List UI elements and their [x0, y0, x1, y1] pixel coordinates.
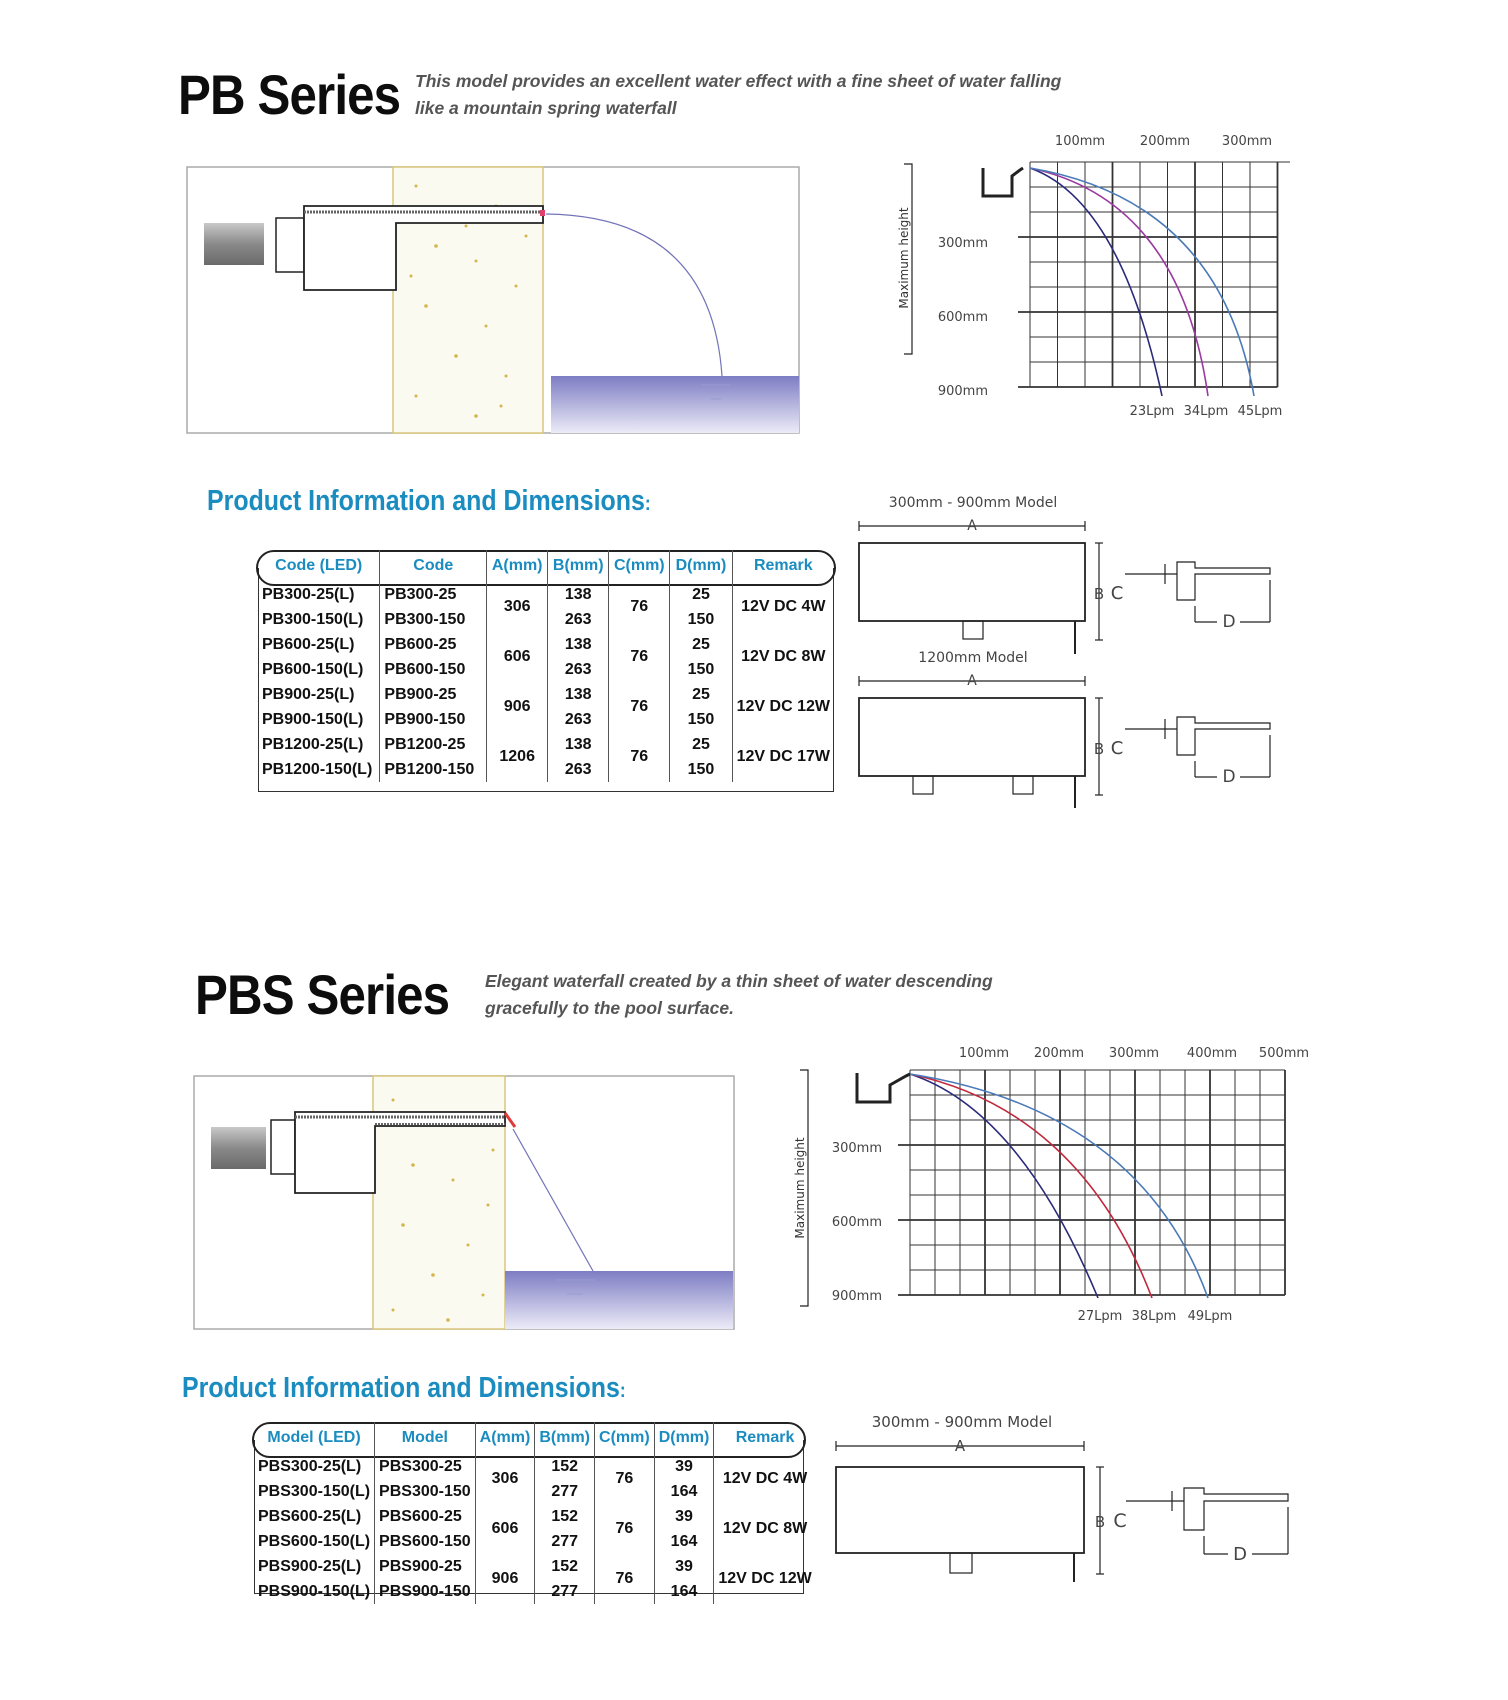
table-row	[254, 1454, 816, 1479]
pb-chart-ylabel: Maximum height	[897, 207, 911, 309]
pb-tagline-line-2: like a mountain spring waterfall	[415, 98, 677, 118]
pb-section-heading	[207, 485, 651, 518]
pbs-section-heading-text: Product Information and Dimensions	[182, 1372, 620, 1404]
pb-header-0: Code (LED)	[275, 557, 363, 574]
pbs-cell-a: 906	[475, 1554, 535, 1604]
pb-cell-b: 138	[548, 732, 609, 757]
pbs-cell-d: 164	[654, 1529, 714, 1554]
pb-dim-d-label-2: D	[1222, 767, 1236, 787]
pb-dim-a-label-1: A	[967, 518, 977, 534]
pbs-chart-ylabel: Maximum height	[793, 1137, 807, 1239]
pb-chart-ylabel-300: 300mm	[937, 236, 988, 251]
pbs-installation-diagram	[193, 1075, 735, 1330]
pbs-flow-label-38: 38Lpm	[1131, 1309, 1177, 1324]
pbs-cell-a: 606	[475, 1504, 535, 1554]
pbs-tagline-line-1: Elegant waterfall created by a thin sheet of water descending	[485, 971, 993, 991]
pbs-cell-b: 152	[535, 1454, 595, 1479]
pbs-dimension-drawing	[822, 1410, 1302, 1590]
pbs-cell-remark: 12V DC 4W	[714, 1454, 816, 1504]
pb-cell-a: 606	[487, 632, 548, 682]
table-row	[258, 682, 834, 707]
pb-section-heading-text: Product Information and Dimensions	[207, 485, 645, 517]
pb-header-3: B(mm)	[548, 550, 609, 582]
pbs-series-title: PBS Series	[195, 963, 450, 1026]
pb-flow-label-23: 23Lpm	[1129, 404, 1175, 419]
table-row	[254, 1554, 816, 1579]
pb-cell-led: PB300-150(L)	[262, 610, 364, 628]
pb-cell-code: PB300-150	[380, 607, 487, 632]
pbs-section-heading-colon: :	[619, 1380, 626, 1402]
pb-header-6: Remark	[732, 550, 834, 582]
pbs-cell-c: 76	[595, 1554, 655, 1604]
pb-cell-code: PB600-150	[380, 657, 487, 682]
pb-flow-label-45: 45Lpm	[1237, 404, 1283, 419]
pb-cell-d: 25	[670, 582, 732, 607]
pb-header-2: A(mm)	[487, 550, 548, 582]
pbs-header-0: Model (LED)	[267, 1429, 361, 1446]
pb-cell-code: PB600-25	[380, 632, 487, 657]
pb-installation-diagram	[186, 166, 806, 436]
table-row	[258, 582, 834, 607]
pbs-series-tagline	[485, 968, 993, 1022]
pbs-cell-led: PBS600-25(L)	[258, 1507, 362, 1525]
pbs-chart-xlabel-400: 400mm	[1186, 1046, 1238, 1061]
pb-series-tagline	[415, 68, 1061, 122]
pbs-header-2: A(mm)	[475, 1422, 535, 1454]
pb-cell-led: PB1200-150(L)	[262, 760, 373, 778]
pbs-cell-b: 152	[535, 1554, 595, 1579]
pb-cell-d: 150	[670, 707, 732, 732]
pb-cell-code: PB900-150	[380, 707, 487, 732]
pb-cell-a: 306	[487, 582, 548, 632]
pb-cell-b: 263	[548, 657, 609, 682]
pbs-cell-led: PBS300-150(L)	[258, 1482, 371, 1500]
pbs-cell-led: PBS600-150(L)	[258, 1532, 371, 1550]
pb-cell-b: 263	[548, 607, 609, 632]
pb-spec-table	[258, 550, 834, 782]
pb-cell-d: 150	[670, 607, 732, 632]
pbs-header-5: D(mm)	[654, 1422, 714, 1454]
pbs-cell-code: PBS300-150	[375, 1479, 476, 1504]
pbs-chart-ylabel-900: 900mm	[831, 1289, 882, 1304]
pb-cell-c: 76	[609, 632, 670, 682]
pb-header-4: C(mm)	[609, 550, 670, 582]
pb-cell-code: PB900-25	[380, 682, 487, 707]
pb-dim-d-label-1: D	[1222, 612, 1236, 632]
pbs-dim-a-label: A	[954, 1437, 966, 1455]
pbs-chart-xlabel-200: 200mm	[1033, 1046, 1085, 1061]
pbs-cell-b: 277	[535, 1479, 595, 1504]
pbs-curve-27lpm	[910, 1074, 1098, 1298]
pbs-curve-49lpm	[910, 1074, 1208, 1298]
pb-section-heading-colon: :	[644, 493, 651, 515]
pbs-cell-d: 39	[654, 1504, 714, 1529]
pb-dim-c-label-1: C	[1110, 583, 1124, 604]
pb-cell-remark: 12V DC 17W	[732, 732, 834, 782]
pb-cell-remark: 12V DC 12W	[732, 682, 834, 732]
pb-cell-code: PB1200-25	[380, 732, 487, 757]
pbs-cell-led: PBS900-25(L)	[258, 1557, 362, 1575]
pbs-spec-table	[254, 1422, 816, 1604]
pb-cell-led: PB300-25(L)	[262, 585, 355, 603]
pbs-cell-a: 306	[475, 1454, 535, 1504]
pb-cell-a: 906	[487, 682, 548, 732]
pb-cell-b: 263	[548, 757, 609, 782]
pb-dim-b-label-2: B	[1093, 740, 1105, 758]
pbs-cell-b: 152	[535, 1504, 595, 1529]
pbs-header-1: Model	[375, 1422, 476, 1454]
pbs-cell-c: 76	[595, 1454, 655, 1504]
pbs-cell-b: 277	[535, 1529, 595, 1554]
pb-cell-code: PB300-25	[380, 582, 487, 607]
pb-cell-a: 1206	[487, 732, 548, 782]
pb-chart-ylabel-600: 600mm	[937, 310, 988, 325]
pb-cell-d: 25	[670, 632, 732, 657]
pbs-flow-label-27: 27Lpm	[1077, 1309, 1123, 1324]
pb-cell-b: 263	[548, 707, 609, 732]
pb-chart-ylabel-900: 900mm	[937, 384, 988, 399]
table-row	[258, 732, 834, 757]
pbs-flow-chart	[780, 1040, 1330, 1340]
pbs-chart-ylabel-300: 300mm	[831, 1141, 882, 1156]
pbs-chart-ylabel-600: 600mm	[831, 1215, 882, 1230]
pb-cell-led: PB600-25(L)	[262, 635, 355, 653]
pb-cell-d: 25	[670, 682, 732, 707]
pb-dim-b-label-1: B	[1093, 585, 1105, 603]
pb-cell-remark: 12V DC 4W	[732, 582, 834, 632]
pbs-dim-model-1-label: 300mm - 900mm Model	[871, 1413, 1053, 1431]
pb-cell-b: 138	[548, 682, 609, 707]
pb-cell-led: PB900-25(L)	[262, 685, 355, 703]
pbs-chart-xlabel-300: 300mm	[1108, 1046, 1160, 1061]
pb-flow-chart	[880, 130, 1340, 430]
pb-cell-code: PB1200-150	[380, 757, 487, 782]
pbs-cell-d: 39	[654, 1454, 714, 1479]
pb-cell-c: 76	[609, 732, 670, 782]
pb-cell-d: 25	[670, 732, 732, 757]
pbs-cell-d: 164	[654, 1579, 714, 1604]
pb-tagline-line-1: This model provides an excellent water effect with a fine sheet of water falling	[415, 71, 1062, 91]
pbs-cell-code: PBS600-150	[375, 1529, 476, 1554]
pbs-cell-code: PBS600-25	[375, 1504, 476, 1529]
pbs-cell-code: PBS900-150	[375, 1579, 476, 1604]
pb-series-title: PB Series	[178, 63, 401, 126]
pb-cell-c: 76	[609, 682, 670, 732]
pb-cell-d: 150	[670, 757, 732, 782]
pb-cell-led: PB1200-25(L)	[262, 735, 364, 753]
pb-cell-remark: 12V DC 8W	[732, 632, 834, 682]
pbs-cell-led: PBS900-150(L)	[258, 1582, 371, 1600]
pbs-cell-led: PBS300-25(L)	[258, 1457, 362, 1475]
pbs-header-3: B(mm)	[535, 1422, 595, 1454]
pb-cell-b: 138	[548, 632, 609, 657]
pbs-dim-c-label: C	[1113, 1510, 1127, 1532]
pbs-cell-d: 164	[654, 1479, 714, 1504]
pbs-cell-code: PBS900-25	[375, 1554, 476, 1579]
pb-dim-c-label-2: C	[1110, 738, 1124, 759]
pbs-cell-remark: 12V DC 12W	[714, 1554, 816, 1604]
pb-cell-led: PB600-150(L)	[262, 660, 364, 678]
pbs-flow-label-49: 49Lpm	[1187, 1309, 1233, 1324]
pb-cell-b: 138	[548, 582, 609, 607]
table-row	[254, 1504, 816, 1529]
pbs-cell-c: 76	[595, 1504, 655, 1554]
table-row	[258, 632, 834, 657]
pbs-cell-remark: 12V DC 8W	[714, 1504, 816, 1554]
pbs-header-4: C(mm)	[595, 1422, 655, 1454]
pb-chart-xlabel-200: 200mm	[1139, 134, 1191, 149]
pbs-dim-b-label: B	[1094, 1513, 1106, 1531]
pb-chart-xlabel-300: 300mm	[1221, 134, 1273, 149]
pb-dim-a-label-2: A	[967, 673, 977, 689]
pb-header-5: D(mm)	[670, 550, 732, 582]
pb-dimension-drawings	[845, 490, 1285, 820]
pb-cell-d: 150	[670, 657, 732, 682]
pbs-chart-xlabel-100: 100mm	[958, 1046, 1010, 1061]
pbs-dim-d-label: D	[1233, 1544, 1247, 1565]
pb-header-1: Code	[380, 550, 487, 582]
pbs-cell-code: PBS300-25	[375, 1454, 476, 1479]
pb-cell-led: PB900-150(L)	[262, 710, 364, 728]
pbs-section-heading	[182, 1372, 626, 1405]
pb-dim-model-1-label: 300mm - 900mm Model	[888, 495, 1058, 511]
pb-flow-label-34: 34Lpm	[1183, 404, 1229, 419]
pb-cell-c: 76	[609, 582, 670, 632]
pb-dim-model-2-label: 1200mm Model	[918, 650, 1028, 666]
pbs-header-6: Remark	[714, 1422, 816, 1454]
pb-chart-xlabel-100: 100mm	[1054, 134, 1106, 149]
pbs-cell-d: 39	[654, 1554, 714, 1579]
pbs-cell-b: 277	[535, 1579, 595, 1604]
pbs-tagline-line-2: gracefully to the pool surface.	[485, 998, 734, 1018]
pbs-chart-xlabel-500: 500mm	[1258, 1046, 1310, 1061]
